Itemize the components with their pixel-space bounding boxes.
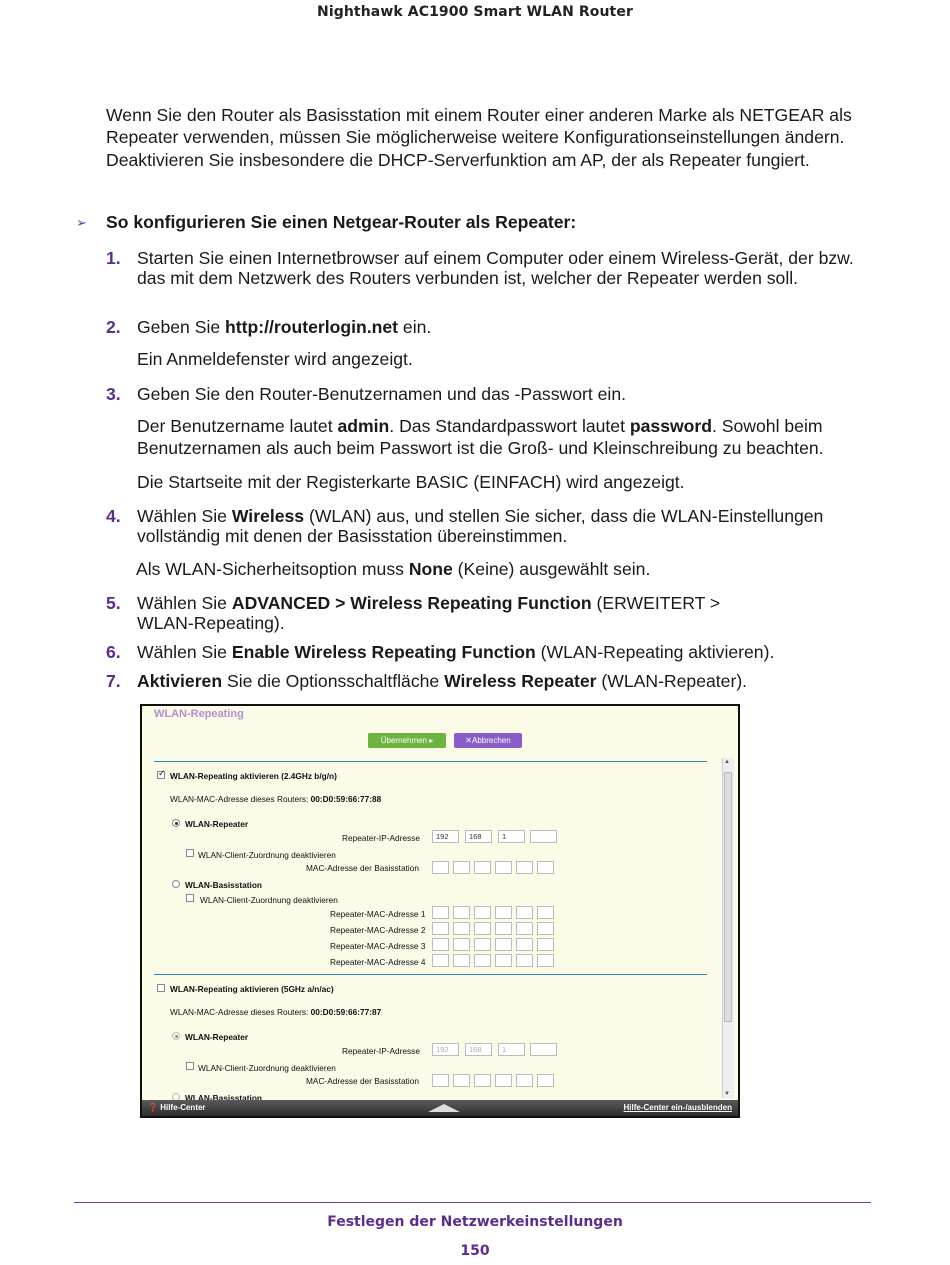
enable-5ghz-checkbox[interactable] <box>157 984 165 992</box>
mac-field[interactable] <box>474 1074 491 1087</box>
text-run: Sie die Optionsschaltfläche <box>222 671 445 691</box>
text-run: Geben Sie <box>137 317 226 337</box>
mac-field[interactable] <box>495 861 512 874</box>
repeater-mac-field[interactable] <box>474 906 491 919</box>
wlan-repeater-label: WLAN-Repeater <box>185 819 249 829</box>
scroll-thumb[interactable] <box>724 772 732 1022</box>
scroll-down-icon[interactable]: ▼ <box>724 1091 730 1097</box>
mac-field[interactable] <box>516 1074 533 1087</box>
action-text: Aktivieren <box>137 671 223 691</box>
enable-5ghz-label: WLAN-Repeating aktivieren (5GHz a/n/ac) <box>170 984 334 994</box>
divider <box>154 761 707 762</box>
step-text: Starten Sie einen Internetbrowser auf einem Computer oder einem Wireless-Gerät, der bzw. das mit dem Netzwerk des Routers verbunden ist, welcher der Repeater werden soll. <box>137 248 854 289</box>
text-run: Als WLAN-Sicherheitsoption muss <box>136 559 409 579</box>
step-4-note <box>136 558 876 580</box>
ip-octet-2[interactable]: 168 <box>465 1043 492 1056</box>
text-run: WLAN-MAC-Adresse dieses Routers: <box>170 794 309 804</box>
mac-field[interactable] <box>453 861 470 874</box>
scroll-up-icon[interactable]: ▲ <box>724 759 730 765</box>
step-text: Geben Sie den Router-Benutzernamen und das -Passwort ein. <box>137 384 626 404</box>
repeater-mac-field[interactable] <box>453 906 470 919</box>
wlan-repeater-radio[interactable] <box>172 1032 180 1040</box>
mac-field[interactable] <box>453 1074 470 1087</box>
repeater-mac-label: Repeater-MAC-Adresse 4 <box>330 957 426 967</box>
ip-octet-4[interactable] <box>530 1043 557 1056</box>
expand-arrow-icon[interactable] <box>428 1104 460 1112</box>
wlan-repeater-radio[interactable] <box>172 819 180 827</box>
password-text: password <box>629 416 713 436</box>
repeater-mac-field[interactable] <box>453 954 470 967</box>
base-mac-label: MAC-Adresse der Basisstation <box>306 863 419 873</box>
repeater-ip-label: Repeater-IP-Adresse <box>342 1046 420 1056</box>
option-text: Wireless Repeater <box>444 671 597 691</box>
text-run: (Keine) ausgewählt sein. <box>452 559 651 579</box>
repeater-mac-field[interactable] <box>537 906 554 919</box>
ip-octet-1[interactable]: 192 <box>432 1043 459 1056</box>
text-run: Der Benutzername lautet <box>137 416 338 436</box>
repeater-mac-label: Repeater-MAC-Adresse 1 <box>330 909 426 919</box>
repeater-mac-label: Repeater-MAC-Adresse 2 <box>330 925 426 935</box>
mac-field[interactable] <box>537 861 554 874</box>
username-text: admin <box>337 416 390 436</box>
help-toggle-link[interactable]: Hilfe-Center ein-/ausblenden <box>623 1103 732 1112</box>
ip-octet-4[interactable] <box>530 830 557 843</box>
step-text <box>137 593 757 634</box>
repeater-mac-label: Repeater-MAC-Adresse 3 <box>330 941 426 951</box>
help-center-bar <box>142 1100 738 1116</box>
repeater-mac-field[interactable] <box>432 922 449 935</box>
repeater-mac-field[interactable] <box>537 954 554 967</box>
step-number: 1. <box>106 248 121 268</box>
option-text: None <box>408 559 453 579</box>
mac-field[interactable] <box>516 861 533 874</box>
ip-octet-3[interactable]: 1 <box>498 830 525 843</box>
client-disable-checkbox[interactable] <box>186 1062 194 1070</box>
help-center-link[interactable] <box>148 1103 206 1112</box>
menu-text: ADVANCED > Wireless Repeating Function <box>231 593 592 613</box>
repeater-mac-field[interactable] <box>474 954 491 967</box>
repeater-mac-field[interactable] <box>474 922 491 935</box>
step-2-note: Ein Anmeldefenster wird angezeigt. <box>137 349 413 369</box>
mac-field[interactable] <box>474 861 491 874</box>
footer-section: Festlegen der Netzwerkeinstellungen <box>327 1214 623 1230</box>
mac-field[interactable] <box>432 861 449 874</box>
enable-24ghz-label: WLAN-Repeating aktivieren (2.4GHz b/g/n) <box>170 771 337 781</box>
ip-octet-1[interactable]: 192 <box>432 830 459 843</box>
step-3-note-2: Die Startseite mit der Registerkarte BASIC (EINFACH) wird angezeigt. <box>137 472 685 492</box>
wlan-base-station-label: WLAN-Basisstation <box>185 880 262 890</box>
ip-octet-2[interactable]: 168 <box>465 830 492 843</box>
repeater-mac-field[interactable] <box>432 954 449 967</box>
text-run: ein. <box>398 317 432 337</box>
repeater-mac-field[interactable] <box>495 938 512 951</box>
step-text <box>137 671 877 691</box>
help-center-label: Hilfe-Center <box>160 1103 206 1112</box>
repeater-mac-field[interactable] <box>432 906 449 919</box>
text-run: (ERWEITERT > WLAN-Repeating). <box>137 593 721 634</box>
step-text <box>137 642 877 662</box>
step-3-note <box>137 415 877 460</box>
mac-field[interactable] <box>537 1074 554 1087</box>
step-number: 5. <box>106 593 121 613</box>
step-text <box>137 317 877 337</box>
repeater-mac-field[interactable] <box>495 906 512 919</box>
wlan-repeater-label: WLAN-Repeater <box>185 1032 249 1042</box>
step-number: 6. <box>106 642 121 662</box>
arrow-bullet-icon: ➢ <box>76 215 87 230</box>
mac-value: 00:D0:59:66:77:88 <box>310 794 382 804</box>
mac-5-label <box>170 1007 381 1017</box>
text-run: Wählen Sie <box>137 506 232 526</box>
repeater-mac-field[interactable] <box>516 938 533 951</box>
repeater-mac-field[interactable] <box>474 938 491 951</box>
step-number: 2. <box>106 317 121 337</box>
apply-button[interactable]: Übernehmen ▸ <box>368 733 446 748</box>
page-header: Nighthawk AC1900 Smart WLAN Router <box>317 4 633 20</box>
menu-text: Enable Wireless Repeating Function <box>231 642 536 662</box>
repeater-mac-field[interactable] <box>537 922 554 935</box>
repeater-mac-field[interactable] <box>453 938 470 951</box>
text-run: (WLAN-Repeating aktivieren). <box>535 642 775 662</box>
client-disable-checkbox[interactable] <box>186 894 194 902</box>
text-run: Wählen Sie <box>137 593 232 613</box>
repeater-mac-field[interactable] <box>516 954 533 967</box>
mac-field[interactable] <box>432 1074 449 1087</box>
repeater-mac-field[interactable] <box>495 954 512 967</box>
client-disable-label: WLAN-Client-Zuordnung deaktivieren <box>200 895 338 905</box>
client-disable-label: WLAN-Client-Zuordnung deaktivieren <box>198 850 336 860</box>
menu-text: Wireless <box>231 506 305 526</box>
repeater-mac-field[interactable] <box>516 922 533 935</box>
router-screenshot <box>140 704 740 1118</box>
text-run: (WLAN) aus, und stellen Sie sicher, dass die WLAN-Einstellungen vollständig mit denen der Basisstation übereinstimmen. <box>137 506 824 547</box>
footer-rule <box>74 1202 871 1203</box>
intro-paragraph: Wenn Sie den Router als Basisstation mit einem Router einer anderen Marke als NETGEAR als Repeater verwenden, müssen Sie möglicherweise weitere Konfigurationseinstellungen ändern. Deaktivieren Sie insbesondere die DHCP-Serverfunktion am AP, der als Repeater fungiert. <box>106 105 852 170</box>
step-number: 7. <box>106 671 121 691</box>
wlan-base-station-radio[interactable] <box>172 880 180 888</box>
repeater-mac-field[interactable] <box>495 922 512 935</box>
mac-value: 00:D0:59:66:77:87 <box>310 1007 382 1017</box>
scrollbar[interactable] <box>722 758 734 1098</box>
mac-field[interactable] <box>495 1074 512 1087</box>
text-run: (WLAN-Repeater). <box>596 671 748 691</box>
divider <box>154 974 707 975</box>
mac-24-label <box>170 794 381 804</box>
step-text <box>137 506 877 547</box>
cancel-button[interactable]: ✕Abbrechen <box>454 733 522 748</box>
step-number: 4. <box>106 506 121 526</box>
page-number: 150 <box>460 1243 490 1259</box>
base-mac-label: MAC-Adresse der Basisstation <box>306 1076 419 1086</box>
client-disable-checkbox[interactable] <box>186 849 194 857</box>
text-run: . Sowohl beim Benutzernamen als auch beim Passwort ist die Groß- und Kleinschreibung zu beachten. <box>137 416 824 459</box>
procedure-title: So konfigurieren Sie einen Netgear-Router als Repeater: <box>106 212 577 232</box>
question-icon: ❓ <box>148 1103 158 1112</box>
text-run: . Das Standardpasswort lautet <box>389 416 630 436</box>
text-run: WLAN-MAC-Adresse dieses Routers: <box>170 1007 309 1017</box>
repeater-mac-field[interactable] <box>537 938 554 951</box>
step-number: 3. <box>106 384 121 404</box>
client-disable-label: WLAN-Client-Zuordnung deaktivieren <box>198 1063 336 1073</box>
enable-24ghz-checkbox[interactable] <box>157 771 165 779</box>
repeater-mac-field[interactable] <box>432 938 449 951</box>
repeater-mac-field[interactable] <box>453 922 470 935</box>
repeater-ip-label: Repeater-IP-Adresse <box>342 833 420 843</box>
text-run: Wählen Sie <box>137 642 232 662</box>
url-text: http://routerlogin.net <box>225 317 399 337</box>
ip-octet-3[interactable]: 1 <box>498 1043 525 1056</box>
repeater-mac-field[interactable] <box>516 906 533 919</box>
wlan-base-station-label: WLAN-Basisstation <box>185 1093 262 1100</box>
screen-title: WLAN-Repeating <box>154 708 244 720</box>
